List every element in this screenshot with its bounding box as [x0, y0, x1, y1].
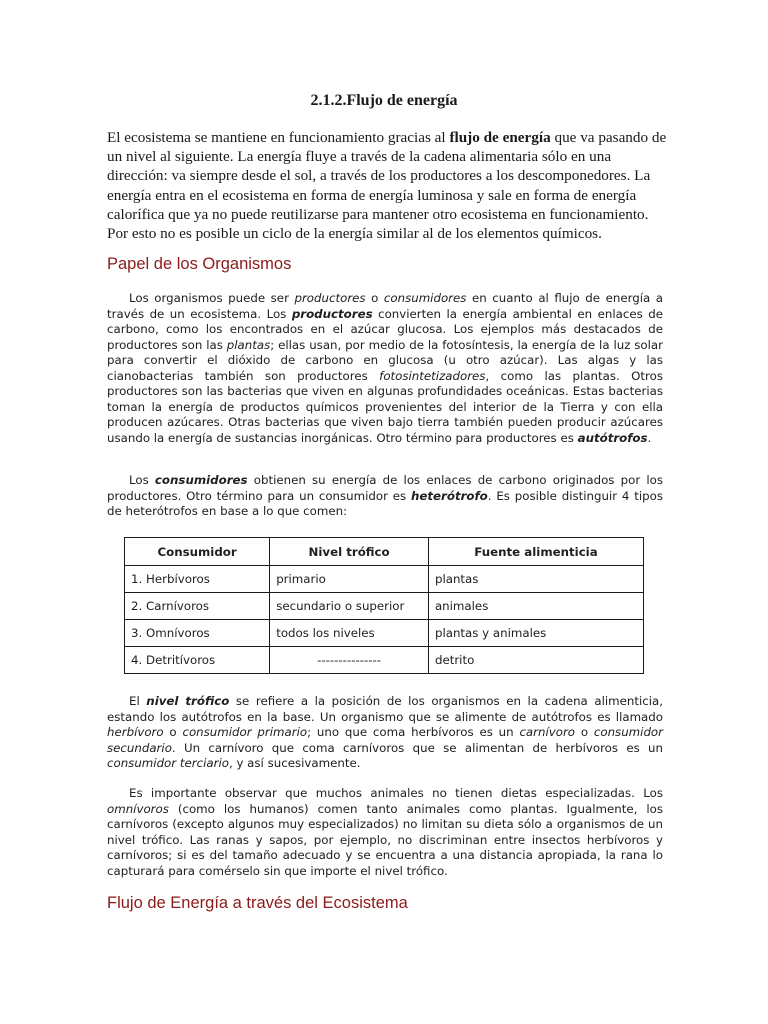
table-cell: secundario o superior: [270, 593, 429, 620]
table-cell: 3. Omnívoros: [125, 620, 270, 647]
table-cell: ---------------: [270, 647, 429, 674]
table-row: [125, 620, 644, 647]
intro-text-2: que va pasando de un nivel al siguiente. La energía fluye a través de la cadena alimentaria sólo en una dirección: va siempre desde el sol, a través de los productores a los descomponedores. La energía entra en el ecosistema en forma de energía luminosa y sale en forma de energía calorífica que ya no puede reutilizarse para mantener otro ecosistema en funcionamiento. Por esto no es posible un ciclo de la energía similar al de los elementos químicos.: [107, 129, 667, 243]
table-cell: 4. Detritívoros: [125, 647, 270, 674]
intro-text-1: El ecosistema se mantiene en funcionamiento gracias al: [107, 129, 450, 146]
table-cell: 1. Herbívoros: [125, 566, 270, 593]
table-header: Nivel trófico: [270, 538, 429, 566]
section-title: 2.1.2.Flujo de energía: [310, 92, 458, 109]
paragraph-productores: Los organismos puede ser productores o consumidores en cuanto al flujo de energía a través de un ecosistema. Los productores convierten la energía ambiental en enlaces de carbono, como los encontrados en el azúcar glucosa. Los ejemplos más destacados de productores son las plantas; ellas usan, por medio de la fotosíntesis, la energía de la luz solar para convertir el dióxido de carbono en glucosa (u otro azúcar). Las algas y las cianobacterias también son productores fotosintetizadores, como las plantas. Otros productores son las bacterias que viven en algunas profundidades oceánicas. Estas bacterias toman la energía de productos químicos provenientes del interior de la Tierra y con ella producen azúcares. Otras bacterias que viven bajo tierra también pueden producir azúcares usando la energía de sustancias inorgánicas. Otro término para productores es autótrofos.: [107, 291, 664, 445]
table-cell: primario: [270, 566, 429, 593]
table-row: [125, 566, 644, 593]
intro-bold-term: flujo de energía: [449, 129, 551, 146]
paragraph-consumidores: Los consumidores obtienen su energía de los enlaces de carbono originados por los productores. Otro término para un consumidor es heterótrofo. Es posible distinguir 4 tipos de heterótrofos en base a lo que comen:: [107, 473, 663, 518]
table-row: [125, 593, 644, 620]
table-cell: todos los niveles: [270, 620, 429, 647]
table-header: Fuente alimenticia: [428, 538, 643, 566]
table-cell: 2. Carnívoros: [125, 593, 270, 620]
paragraph-omnivoros: Es importante observar que muchos animales no tienen dietas especializadas. Los omnívoros (como los humanos) comen tanto animales como plantas. Igualmente, los carnívoros (excepto algunos muy especializados) no limitan su dieta sólo a organismos de un nivel trófico. Las ranas y sapos, por ejemplo, no discriminan entre insectos herbívoros y carnívoros; si es del tamaño adecuado y se encuentra a una distancia apropiada, la rana lo capturará para comérselo sin que importe el nivel trófico.: [107, 786, 663, 878]
table-cell: detrito: [428, 647, 643, 674]
paragraph-nivel-trofico: El nivel trófico se refiere a la posición de los organismos en la cadena alimenticia, estando los autótrofos en la base. Un organismo que se alimente de autótrofos es llamado herbívoro o consumidor primario; uno que coma herbívoros es un carnívoro o consumidor secundario. Un carnívoro que coma carnívoros que se alimentan de herbívoros es un consumidor terciario, y así sucesivamente.: [107, 694, 664, 770]
table-cell: plantas y animales: [428, 620, 643, 647]
trophic-table: [124, 537, 644, 674]
heading-papel-organismos: Papel de los Organismos: [107, 255, 292, 273]
table-header: Consumidor: [125, 538, 270, 566]
table-header-row: [125, 538, 644, 566]
intro-paragraph: [107, 128, 667, 243]
heading-flujo-ecosistema: Flujo de Energía a través del Ecosistema: [107, 894, 408, 912]
table-cell: plantas: [428, 566, 643, 593]
table-cell: animales: [428, 593, 643, 620]
table-row: [125, 647, 644, 674]
